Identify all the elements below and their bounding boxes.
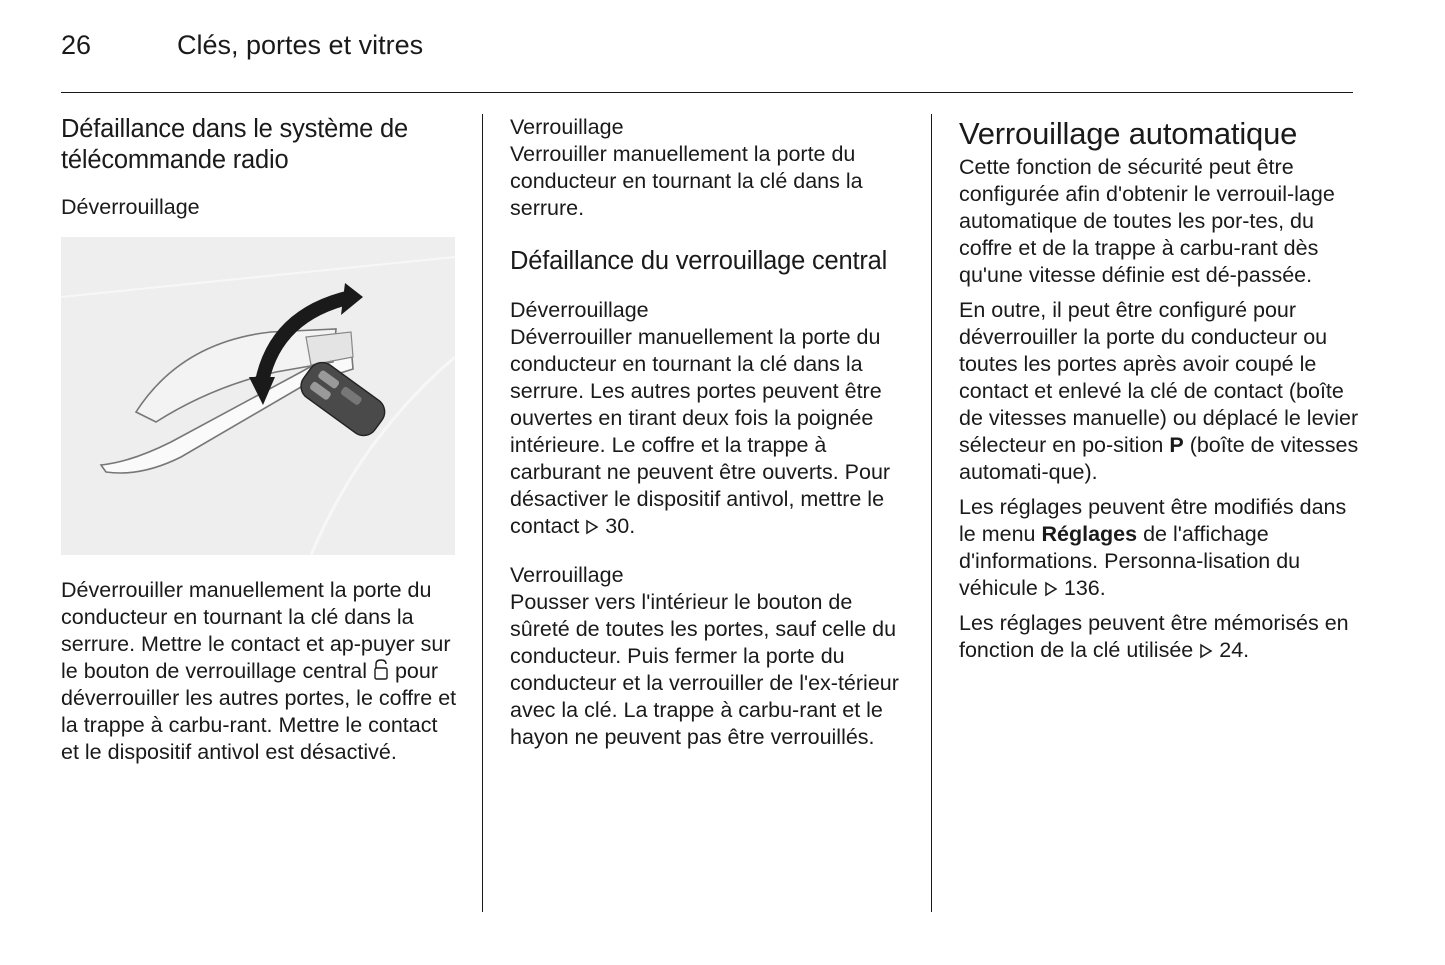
triangle-arrow-icon [1044,581,1058,597]
section-heading: Défaillance du verrouillage central [510,247,888,275]
triangle-arrow-icon [585,519,599,535]
column-3 [959,114,1359,664]
paragraph: Déverrouiller manuellement la porte du conducteur en tournant la clé dans la serrure. Mettre le contact et ap-puyer sur le bouton de verrouillage central pour déverrouiller les autres portes, le coffre et la trappe à carbu-rant. Mettre le contact et le dispositif antivol est désactivé. [61,578,457,764]
subheading: Déverrouillage [510,298,649,322]
page-number: 26 [61,30,92,60]
column-divider-1 [482,114,483,912]
door-handle-key-drawing [61,237,455,555]
page-reference[interactable]: 30. [605,514,636,538]
paragraph: Déverrouiller manuellement la porte du conducteur en tournant la clé dans la serrure. Les autres portes peuvent être ouvertes en tirant deux fois la poignée intérieure. Le coffre et la trappe à carburant ne peuvent être ouverts. Pour désactiver le dispositif antivol, mettre le contact 30. [510,325,891,538]
paragraph: Cette fonction de sécurité peut être configurée afin d'obtenir le verrouil-lage automatique de toutes les por-tes, du coffre et de la trappe à carbu-rant dès qu'une vitesse définie est dé-passée. [959,155,1335,287]
unlock-icon [373,659,389,681]
chapter-title: Clés, portes et vitres [177,30,424,60]
page-reference[interactable]: 24. [1219,638,1250,662]
door-handle-illustration [61,237,455,555]
page-reference[interactable]: 136. [1063,576,1106,600]
subheading: Déverrouillage [61,195,200,219]
section-heading: Verrouillage automatique [959,116,1298,151]
triangle-arrow-icon [1199,643,1213,659]
paragraph: En outre, il peut être configuré pour déverrouiller la porte du conducteur ou toutes les portes après avoir coupé le contact et enlevé la clé de contact (boîte de vitesses manuelle) ou déplacé le levier sélecteur en po-sition P (boîte de vitesses automati-que). [959,298,1359,484]
column-1 [61,114,461,766]
column-2 [510,114,915,751]
subheading: Verrouillage [510,115,624,139]
paragraph: Verrouiller manuellement la porte du conducteur en tournant la clé dans la serrure. [510,142,863,220]
section-heading: Défaillance dans le système de télécommande radio [61,115,408,174]
paragraph: Pousser vers l'intérieur le bouton de sûreté de toutes les portes, sauf celle du conducteur. Puis fermer la porte du conducteur et la verrouiller de l'ex-térieur avec la clé. La trappe à carbu-rant et le hayon ne peuvent pas être verrouillés. [510,590,899,749]
paragraph: Les réglages peuvent être modifiés dans le menu Réglages de l'affichage d'informations. Personna-lisation du véhicule 136. [959,495,1347,600]
subheading: Verrouillage [510,563,624,587]
paragraph: Les réglages peuvent être mémorisés en fonction de la clé utilisée 24. [959,611,1349,662]
column-divider-2 [931,114,932,912]
header-rule [61,92,1353,93]
